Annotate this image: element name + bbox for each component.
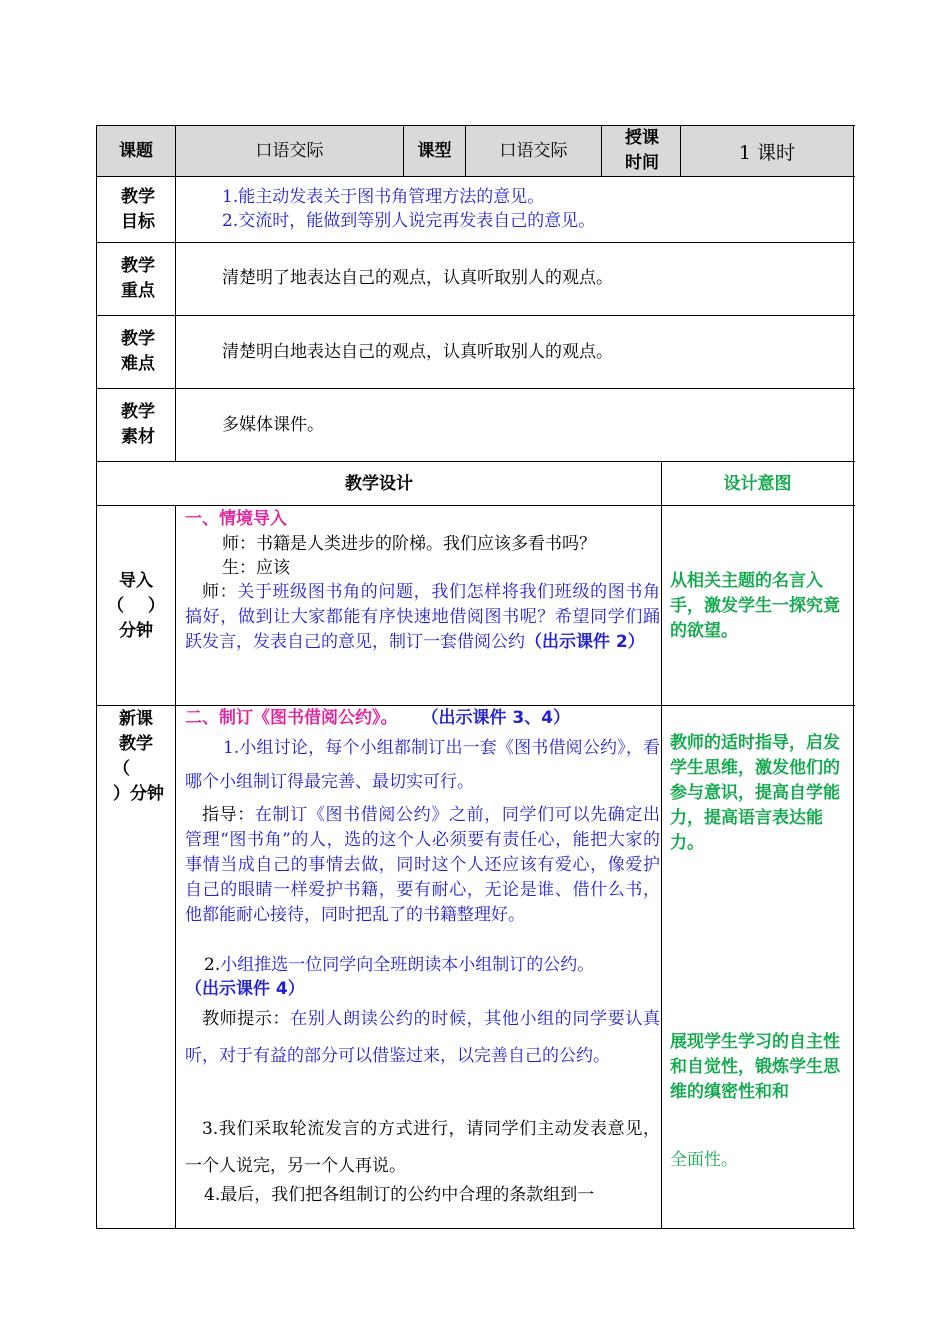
col-divider <box>175 505 176 1229</box>
intent-header: 设计意图 <box>723 474 792 494</box>
new-label-line4: ）分钟 <box>113 784 164 804</box>
new-guide-text: 在制订《图书借阅公约》之前，同学们可以先确定出管理“图书角”的人，选的这个人必须要有责任心，能把大家的事情当成自己的事情去做，同时这个人还应该有爱心，像爱护自己的眼睛一样爱护书籍，要有耐心，无论是谁、借什么书，他都能耐心接待，同时把乱了的书籍整理好。 <box>185 805 661 925</box>
row-divider <box>96 242 855 243</box>
intro-teacher-text: 关于班级图书角的问题，我们怎样将我们班级的图书角搞好，做到让大家都能有序快速地借阅图书呢？希望同学们踊跃发言，发表自己的意见，制订一套借阅公约 <box>185 582 661 652</box>
goals-label: 教学目标 <box>121 187 155 232</box>
col-divider <box>175 125 176 462</box>
new-label-line2: 教学 <box>119 734 153 754</box>
goal-item-2: 2.交流时，能做到等别人说完再发表自己的意见。 <box>222 211 596 231</box>
col-divider <box>661 461 662 1229</box>
topic-label: 课题 <box>119 141 153 161</box>
intro-label-line1: 导入 <box>119 571 153 591</box>
difficulty-label: 教学难点 <box>121 329 155 374</box>
new-intent-2: 展现学生学习的自主性和自觉性，锻炼学生思维的缜密性和和 <box>670 1032 840 1102</box>
new-step-2 <box>204 953 594 978</box>
new-step-2-courseware: （出示课件 4） <box>185 979 305 999</box>
intro-teacher-paragraph <box>185 580 660 655</box>
intro-student-answer: 生：应该 <box>222 558 290 578</box>
row-divider <box>96 505 855 506</box>
type-label: 课型 <box>417 141 452 161</box>
focus-text: 清楚明了地表达自己的观点，认真听取别人的观点。 <box>222 268 613 288</box>
new-step-4: 4.最后，我们把各组制订的公约中合理的条款组到一 <box>204 1185 595 1205</box>
goal-item-1: 1.能主动发表关于图书角管理方法的意见。 <box>222 187 545 207</box>
new-guide <box>185 803 660 928</box>
type-value: 口语交际 <box>499 141 568 161</box>
new-step-1: 1.小组讨论，每个小组都制订出一套《图书借阅公约》，看哪个小组制订得最完善、最切实可行。 <box>185 738 660 792</box>
row-divider <box>96 388 855 389</box>
new-hint-text: 在别人朗读公约的时候，其他小组的同学要认真听，对于有益的部分可以借鉴过来，以完善自己的公约。 <box>185 1009 661 1066</box>
intro-teacher-prefix: 师： <box>202 582 238 602</box>
intro-label-line3: 分钟 <box>119 621 153 641</box>
time-value: 1 课时 <box>738 142 796 164</box>
materials-label: 教学素材 <box>121 402 155 447</box>
new-step-2-text: 小组推选一位同学向全班朗读本小组制订的公约。 <box>220 955 595 975</box>
row-divider <box>96 315 855 316</box>
intro-heading: 一、情境导入 <box>185 509 287 529</box>
table-top-border <box>96 125 855 126</box>
materials-text: 多媒体课件。 <box>222 415 324 435</box>
new-heading <box>185 706 570 731</box>
new-step-2-num: 2. <box>204 955 221 975</box>
new-hint <box>185 1001 660 1075</box>
new-step-3: 3.我们采取轮流发言的方式进行，请同学们主动发表意见，一个人说完，另一个人再说。 <box>185 1119 660 1176</box>
new-label-line1: 新课 <box>119 709 153 729</box>
new-heading-title: 二、制订《图书借阅公约》。 <box>185 708 398 728</box>
table-bottom-border <box>96 1228 855 1229</box>
col-divider <box>601 125 602 177</box>
new-intent-2-tail: 全面性。 <box>670 1150 738 1170</box>
design-header: 教学设计 <box>345 474 413 494</box>
time-label: 授课时间 <box>625 128 659 173</box>
row-divider <box>96 461 855 462</box>
intro-label-line2: （ ） <box>107 596 165 616</box>
table-right-border <box>853 125 854 1229</box>
difficulty-text: 清楚明白地表达自己的观点，认真听取别人的观点。 <box>222 342 613 362</box>
topic-value: 口语交际 <box>255 141 324 161</box>
new-hint-prefix: 教师提示： <box>202 1009 291 1029</box>
focus-label: 教学重点 <box>121 256 155 301</box>
intro-courseware: （出示课件 2） <box>525 632 645 652</box>
row-divider <box>96 176 855 177</box>
new-heading-courseware: （出示课件 3、4） <box>421 708 571 728</box>
intro-teacher-question: 师：书籍是人类进步的阶梯。我们应该多看书吗？ <box>222 534 596 554</box>
intro-intent: 从相关主题的名言入手，激发学生一探究竟的欲望。 <box>670 571 840 641</box>
new-intent-1: 教师的适时指导，启发学生思维，激发他们的参与意识，提高自学能力，提高语言表达能力。 <box>670 733 840 853</box>
table-left-border <box>96 125 97 1229</box>
new-guide-prefix: 指导： <box>202 805 255 825</box>
new-label-line3: （ <box>113 759 130 779</box>
